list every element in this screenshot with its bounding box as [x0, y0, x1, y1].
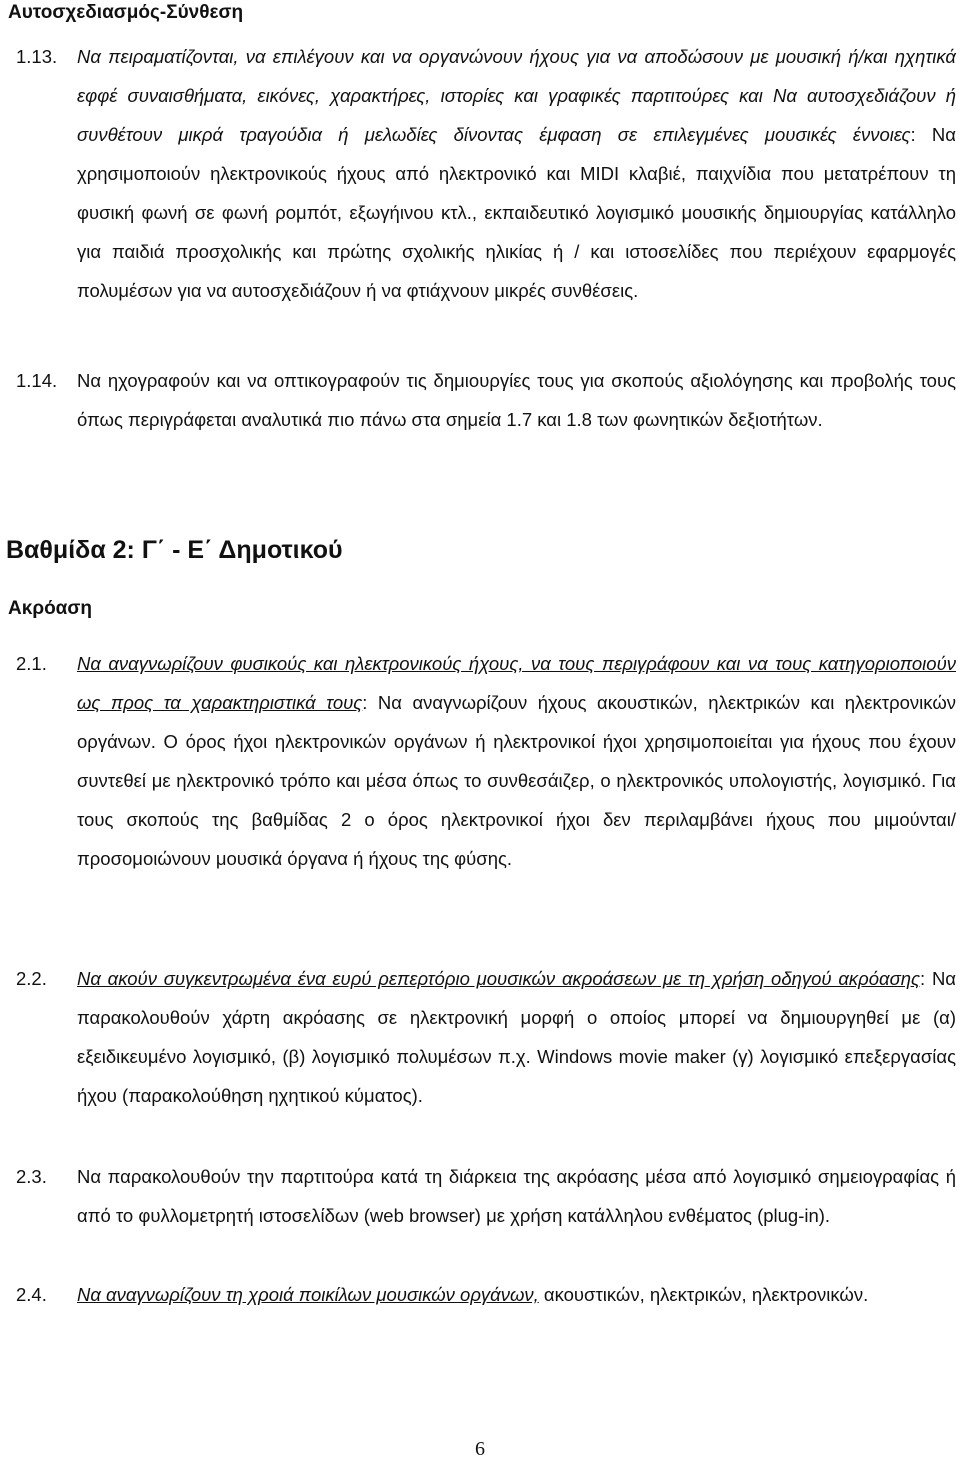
item-body: [77, 959, 956, 1115]
item-body: [77, 1157, 956, 1235]
item-italic-text: Να αναγνωρίζουν φυσικούς και ηλεκτρονικούς ήχους, να τους περιγράφουν και να τους κατηγοριοποιούν ως προς τα χαρακτηριστικά τους: [77, 653, 956, 713]
stage-heading: Βαθμίδα 2: Γ΄ - Ε΄ Δημοτικού: [6, 536, 343, 564]
item-italic-text: Να αναγνωρίζουν τη χροιά ποικίλων μουσικών οργάνων,: [77, 1284, 539, 1305]
item-text: Να ηχογραφούν και να οπτικογραφούν τις δημιουργίες τους για σκοπούς αξιολόγησης και προβολής τους όπως περιγράφεται αναλυτικά πιο πάνω στα σημεία 1.7 και 1.8 των φωνητικών δεξιοτήτων.: [77, 370, 956, 430]
item-text: ακουστικών, ηλεκτρικών, ηλεκτρονικών.: [538, 1284, 869, 1305]
item-italic-text: Να πειραματίζονται, να επιλέγουν και να οργανώνουν ήχους για να αποδώσουν με μουσική ή/και ηχητικά εφφέ συναισθήματα, εικόνες, χαρακτήρες, ιστορίες και γραφικές παρτιτούρες και Να αυτοσχεδιάζουν ή συνθέτουν μικρά τραγούδια ή μελωδίες δίνοντας έμφαση σε επιλεγμένες μουσικές έννοιες: [77, 46, 956, 145]
item-text: : Να παρακολουθούν χάρτη ακρόασης σε ηλεκτρονική μορφή ο οποίος μπορεί να δημιουργηθεί με (α) εξειδικευμένο λογισμικό, (β) λογισμικό πολυμέσων π.χ. Windows movie maker (γ) λογισμικό επεξεργασίας ήχου (παρακολούθηση ηχητικού κύματος).: [77, 968, 956, 1106]
item-number: 2.4.: [16, 1284, 47, 1305]
item-number: 1.13.: [16, 46, 58, 67]
section-title: Αυτοσχεδιασμός-Σύνθεση: [8, 2, 244, 23]
item-body: [77, 1275, 956, 1314]
item-number: 2.2.: [16, 968, 47, 989]
subsection-heading: Ακρόαση: [8, 598, 92, 619]
item-text: : Να χρησιμοποιούν ηλεκτρονικούς ήχους από ηλεκτρονικό και MIDI κλαβιέ, παιχνίδια που μετατρέπουν τη φυσική φωνή σε φωνή ρομπότ, εξωγήινου κτλ., εκπαιδευτικό λογισμικό μουσικής δημιουργίας κατάλληλο για παιδιά προσχολικής και πρώτης σχολικής ηλικίας ή / και ιστοσελίδες που περιέχουν εφαρμογές πολυμέσων για να αυτοσχεδιάζουν ή να φτιάχνουν μικρές συνθέσεις.: [77, 124, 956, 301]
page-number: 6: [475, 1438, 485, 1460]
item-italic-text: Να ακούν συγκεντρωμένα ένα ευρύ ρεπερτόριο μουσικών ακροάσεων με τη χρήση οδηγού ακρόασης: [77, 968, 921, 989]
item-body: [77, 361, 956, 439]
item-number: 2.3.: [16, 1166, 47, 1187]
item-text: Να παρακολουθούν την παρτιτούρα κατά τη διάρκεια της ακρόασης μέσα από λογισμικό σημειογραφίας ή από το φυλλομετρητή ιστοσελίδων (web browser) με χρήση κατάλληλου ενθέματος (plug-in).: [77, 1166, 956, 1226]
item-number: 1.14.: [16, 370, 58, 391]
item-text: : Να αναγνωρίζουν ήχους ακουστικών, ηλεκτρικών και ηλεκτρονικών οργάνων. Ο όρος ήχοι ηλεκτρονικών οργάνων ή ηλεκτρονικοί ήχοι χρησιμοποιείται για ήχους που έχουν συντεθεί με ηλεκτρονικό τρόπο και μέσα όπως το συνθεσάιζερ, ο ηλεκτρονικός υπολογιστής, λογισμικό. Για τους σκοπούς της βαθμίδας 2 ο όρος ηλεκτρονικοί ήχοι δεν περιλαμβάνει ήχους που μιμούνται/ προσομοιώνουν μουσικά όργανα ή ήχους της φύσης.: [77, 692, 957, 869]
item-number: 2.1.: [16, 653, 47, 674]
item-body: [77, 644, 956, 878]
item-body: [77, 37, 956, 310]
